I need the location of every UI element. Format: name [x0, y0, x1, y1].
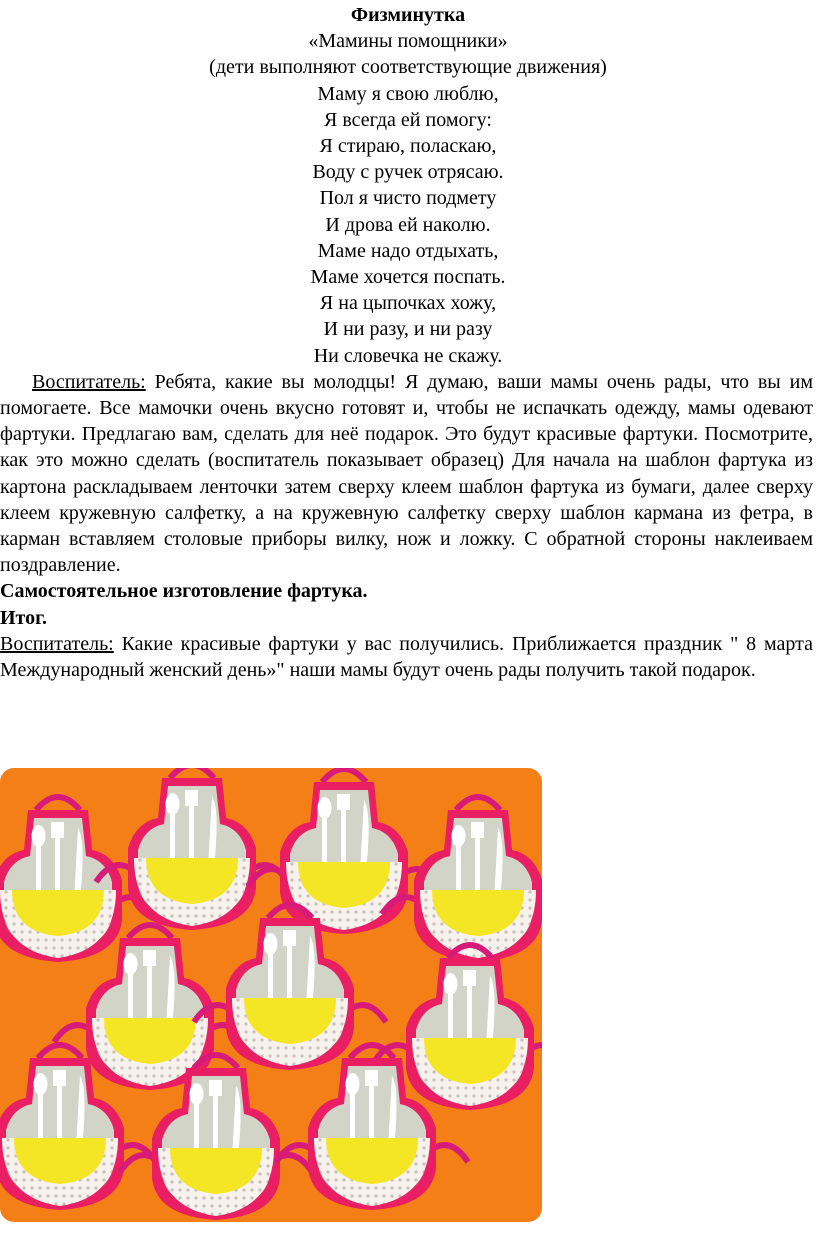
poem-line: Ни словечка не скажу.: [313, 344, 503, 367]
poem-line: Я на цыпочках хожу,: [319, 292, 497, 315]
poem-line: Я всегда ей помогу:: [324, 108, 492, 131]
poem-line: Я стираю, поласкаю,: [319, 135, 497, 158]
poem-line: И ни разу, и ни разу: [323, 318, 493, 341]
poem-line: И дрова ей наколю.: [325, 213, 491, 236]
poem: [0, 81, 816, 369]
speaker-label: Воспитатель:: [32, 370, 146, 393]
teacher-paragraph-2: [0, 631, 816, 683]
teacher-paragraph-1: [0, 369, 816, 579]
poem-line: Воду с ручек отрясаю.: [312, 161, 504, 184]
document-title: Физминутка: [350, 4, 466, 26]
poem-line: Маму я свою люблю,: [317, 82, 499, 105]
paragraph-text: Ребята, какие вы молодцы! Я думаю, ваши мамы очень рады, что вы им помогаете. Все мамочки очень вкусно готовят и, чтобы не испачкать одежду, мамы одевают фартуки. Предлагаю вам, сделать для неё подарок. Это будут красивые фартуки. Посмотрите, как это можно сделать (воспитатель показывает образец) Для начала на шаблон фартука из картона раскладываем ленточки затем сверху клеем шаблон фартука из бумаги, далее сверху клеем кружевную салфетку, а на кружевную салфетку сверху шаблон кармана из фетра, в карман вставляем столовые приборы вилку, нож и ложку. С обратной стороны наклеиваем поздравление.: [0, 370, 813, 577]
aprons-photo: [0, 768, 542, 1222]
section-heading-summary: Итог.: [0, 606, 47, 629]
section-heading-making: Самостоятельное изготовление фартука.: [0, 580, 368, 603]
poem-line: Маме хочется поспать.: [310, 266, 506, 289]
document-subtitle: «Мамины помощники»: [308, 30, 508, 53]
paragraph-text: Какие красивые фартуки у вас получились. Приближается праздник " 8 марта Международный женский день»" наши мамы будут очень рады получить такой подарок.: [0, 632, 813, 682]
document-note: (дети выполняют соответствующие движения): [209, 56, 607, 79]
poem-line: Пол я чисто подмету: [319, 187, 497, 210]
poem-line: Маме надо отдыхать,: [317, 239, 499, 262]
speaker-label: Воспитатель:: [0, 632, 114, 655]
